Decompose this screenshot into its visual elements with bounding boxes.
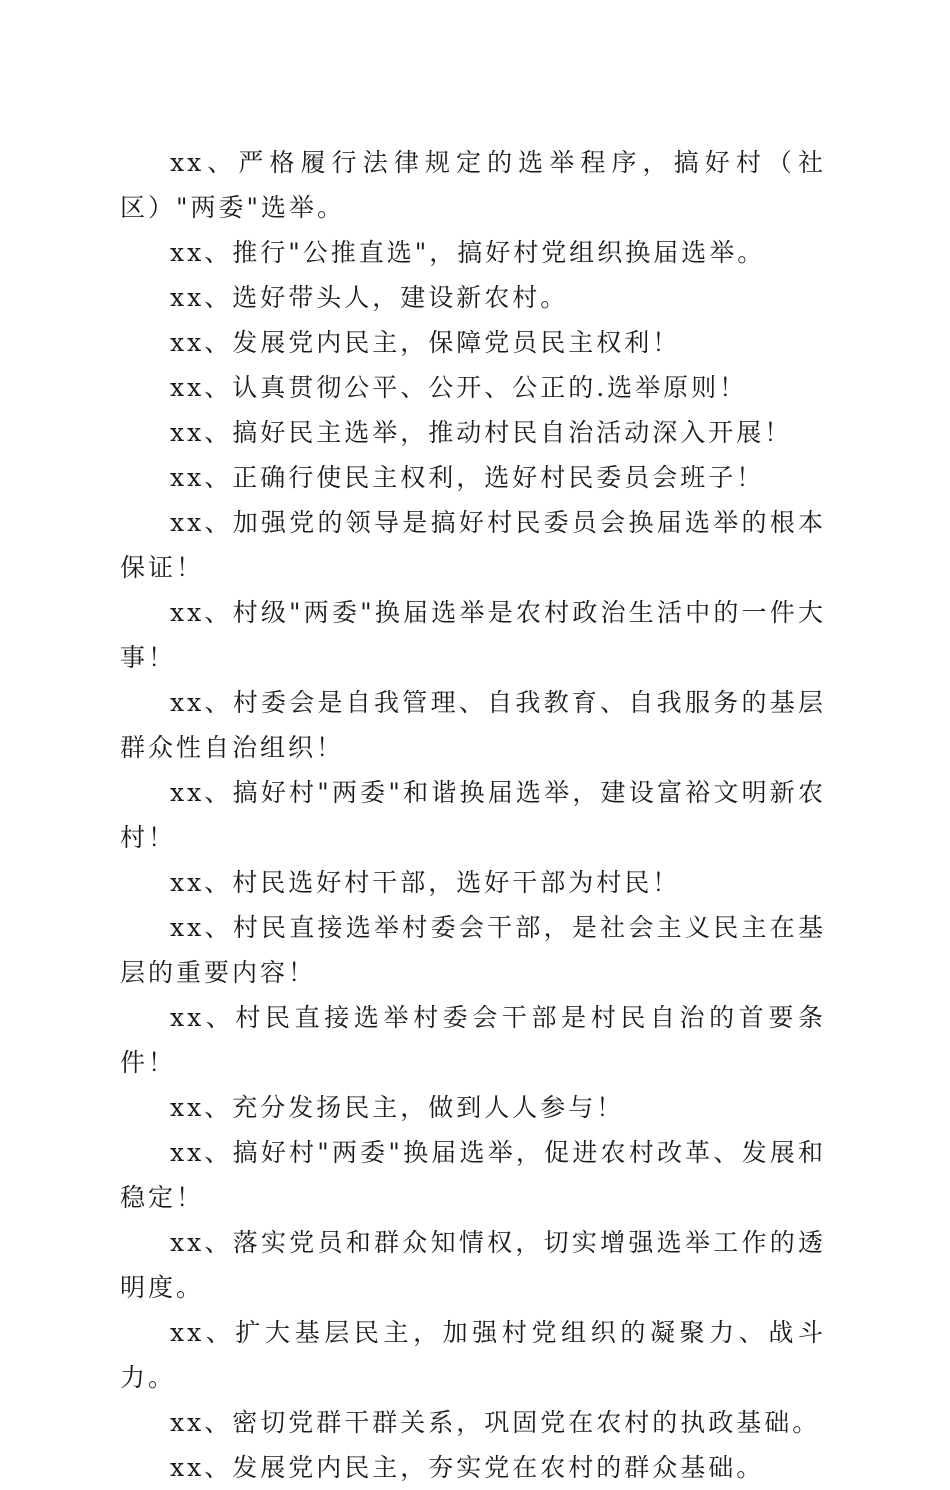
slogan-paragraph-7: xx、正确行使民主权利，选好村民委员会班子！ <box>170 463 765 492</box>
document-body <box>120 140 826 1490</box>
slogan-paragraph-3: xx、选好带头人，建设新农村。 <box>170 283 569 312</box>
slogan-paragraph-6: xx、搞好民主选举，推动村民自治活动深入开展！ <box>170 418 793 447</box>
slogan-paragraph-13: xx、村民直接选举村委会干部，是社会主义民主在基层的重要内容！ <box>120 913 826 987</box>
slogan-paragraph-18: xx、扩大基层民主，加强村党组织的凝聚力、战斗力。 <box>120 1318 826 1392</box>
slogan-paragraph-2: xx、推行"公推直选"，搞好村党组织换届选举。 <box>170 238 766 267</box>
slogan-paragraph-19: xx、密切党群干群关系，巩固党在农村的执政基础。 <box>170 1408 821 1437</box>
slogan-paragraph-14: xx、村民直接选举村委会干部是村民自治的首要条件！ <box>120 1003 826 1077</box>
slogan-paragraph-20: xx、发展党内民主，夯实党在农村的群众基础。 <box>170 1453 765 1482</box>
slogan-paragraph-15: xx、充分发扬民主，做到人人参与！ <box>170 1093 625 1122</box>
slogan-paragraph-4: xx、发展党内民主，保障党员民主权利！ <box>170 328 681 357</box>
slogan-paragraph-17: xx、落实党员和群众知情权，切实增强选举工作的透明度。 <box>120 1228 826 1302</box>
slogan-paragraph-12: xx、村民选好村干部，选好干部为村民！ <box>170 868 681 897</box>
slogan-paragraph-10: xx、村委会是自我管理、自我教育、自我服务的基层群众性自治组织！ <box>120 688 826 762</box>
slogan-paragraph-16: xx、搞好村"两委"换届选举，促进农村改革、发展和稳定！ <box>120 1138 826 1212</box>
slogan-paragraph-1: xx、严格履行法律规定的选举程序，搞好村（社区）"两委"选举。 <box>120 148 826 222</box>
slogan-paragraph-8: xx、加强党的领导是搞好村民委员会换届选举的根本保证！ <box>120 508 826 582</box>
slogan-paragraph-5: xx、认真贯彻公平、公开、公正的.选举原则！ <box>170 373 748 402</box>
slogan-paragraph-9: xx、村级"两委"换届选举是农村政治生活中的一件大事！ <box>120 598 826 672</box>
slogan-paragraph-11: xx、搞好村"两委"和谐换届选举，建设富裕文明新农村！ <box>120 778 826 852</box>
